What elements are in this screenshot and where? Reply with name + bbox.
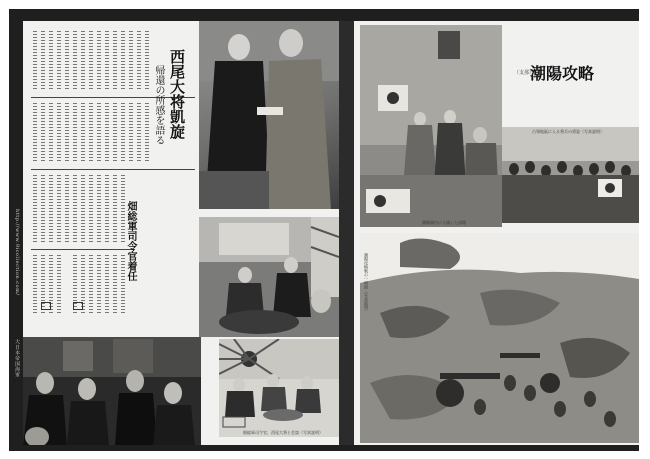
left-edge-label: 大日本帝国海軍	[14, 339, 20, 378]
headline-tag: （支那）	[514, 70, 535, 76]
subheadline-nishio: 帰還の所感を語る	[153, 65, 164, 145]
magazine-spread	[9, 9, 639, 451]
photo-flag-meeting	[219, 339, 339, 437]
photo-rocky-hill	[360, 233, 639, 443]
left-edge	[9, 9, 23, 451]
caption-troops: 占領地區に入る将兵の勇姿（写真説明）	[532, 129, 604, 134]
page-gutter	[339, 21, 354, 445]
photo-village-soldiers	[360, 25, 502, 227]
left-edge-url: http://www.9icollection.com/	[14, 209, 20, 296]
headline-nishio: 西尾大将凱旋	[168, 49, 186, 139]
small-badge-2	[73, 302, 83, 310]
caption-village: 潮陽城内に入城した部隊	[422, 220, 466, 225]
headline-hata: 畑総軍司令官着任	[125, 201, 136, 281]
photo-officers-group	[23, 337, 201, 445]
left-page	[23, 21, 339, 445]
photo-troops-flag	[502, 127, 639, 223]
right-page	[354, 21, 639, 445]
caption-flag-meeting: 畑総軍司令官、西尾大将と会談（写真説明）	[243, 430, 323, 435]
caption-rocky-hill: 潮陽攻略戦の一場面（写真説明）	[364, 253, 369, 313]
photo-handshake	[199, 21, 339, 209]
small-badge-1	[41, 302, 51, 310]
photo-meeting-room	[199, 217, 339, 337]
headline-chaoyang: 潮陽攻略	[530, 64, 595, 83]
